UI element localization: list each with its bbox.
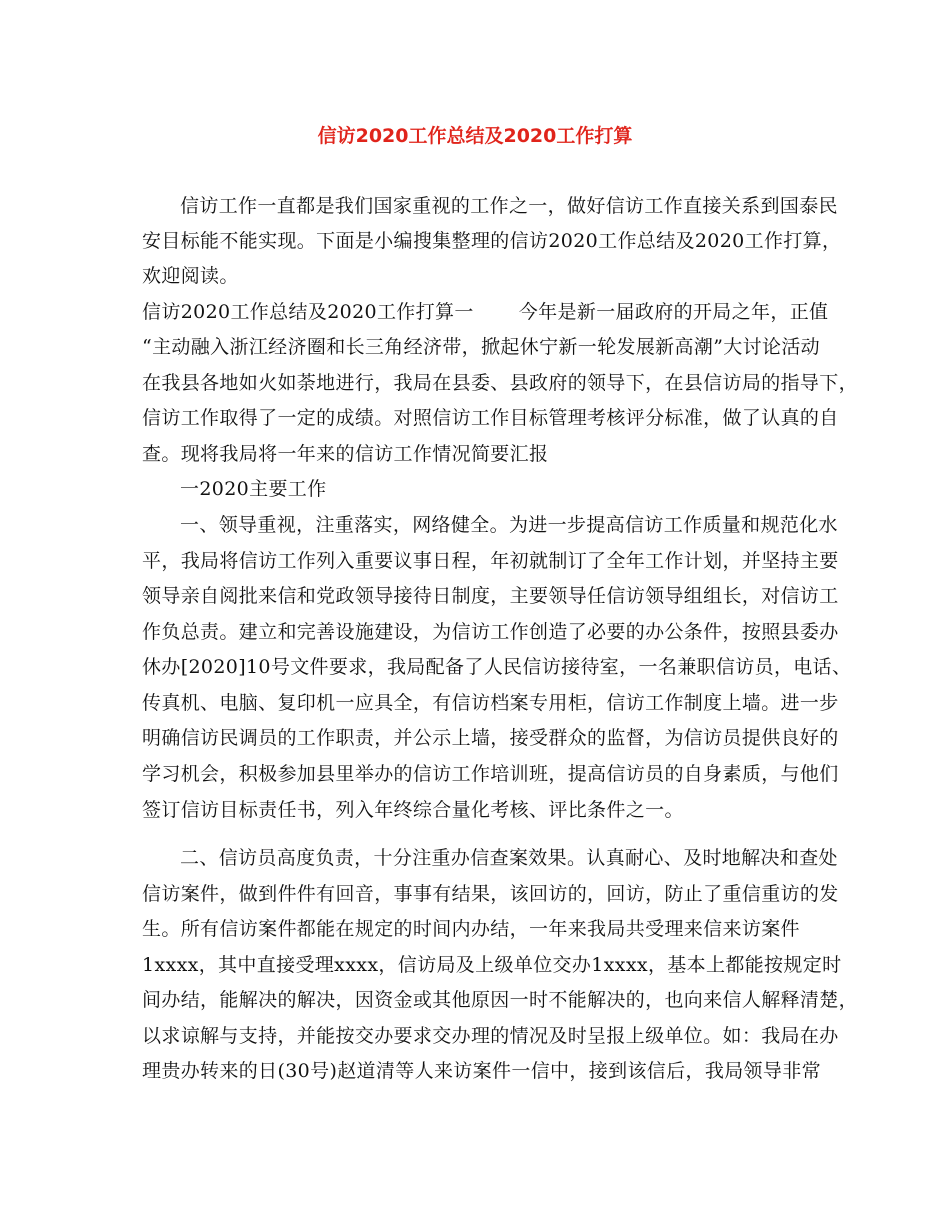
text-line: 欢迎阅读。	[142, 265, 239, 287]
text-line: 以求谅解与支持，并能按交办要求交办理的情况及时呈报上级单位。如：我局在办	[142, 1025, 839, 1047]
text-line: 休办[2020]10号文件要求，我局配备了人民信访接待室，一名兼职信访员，电话、	[142, 656, 852, 678]
document-title: 信访2020工作总结及2020工作打算	[317, 125, 633, 147]
text-line: 学习机会，积极参加县里举办的信访工作培训班，提高信访员的自身素质，与他们	[142, 763, 839, 785]
text-line: “主动融入浙江经济圈和长三角经济带，掀起休宁新一轮发展新高潮”大讨论活动	[142, 336, 821, 358]
text-line: 信访案件，做到件件有回音，事事有结果，该回访的，回访，防止了重信重访的发	[142, 883, 839, 905]
text-line: 在我县各地如火如荼地进行，我局在县委、县政府的领导下，在县信访局的指导下，	[142, 372, 858, 394]
text-line: 查。现将我局将一年来的信访工作情况简要汇报	[142, 443, 549, 465]
text-line: 间办结，能解决的解决，因资金或其他原因一时不能解决的，也向来信人解释清楚，	[142, 989, 858, 1011]
text-line: 信访2020工作总结及2020工作打算一 今年是新一届政府的开局之年，正值	[142, 301, 829, 323]
text-line: 一、领导重视，注重落实，网络健全。为进一步提高信访工作质量和规范化水	[180, 514, 838, 536]
text-line: 安目标能不能实现。下面是小编搜集整理的信访2020工作总结及2020工作打算，	[142, 230, 842, 252]
text-line: 1xxxx，其中直接受理xxxx，信访局及上级单位交办1xxxx，基本上都能按规定时	[142, 954, 842, 976]
text-line: 信访工作一直都是我们国家重视的工作之一，做好信访工作直接关系到国泰民	[180, 195, 838, 217]
text-line: 传真机、电脑、复印机一应具全，有信访档案专用柜，信访工作制度上墙。进一步	[142, 692, 839, 714]
text-line: 作负总责。建立和完善设施建设，为信访工作创造了必要的办公条件，按照县委办	[142, 621, 839, 643]
text-line: 理贵办转来的日(30号)赵道清等人来访案件一信中，接到该信后，我局领导非常	[142, 1060, 821, 1082]
text-line: 信访工作取得了一定的成绩。对照信访工作目标管理考核评分标准，做了认真的自	[142, 407, 839, 429]
text-line: 二、信访员高度负责，十分注重办信查案效果。认真耐心、及时地解决和查处	[180, 847, 838, 869]
section-heading: 一2020主要工作	[180, 478, 327, 500]
text-line: 领导亲自阅批来信和党政领导接待日制度，主要领导任信访领导组组长，对信访工	[142, 585, 839, 607]
text-line: 平，我局将信访工作列入重要议事日程，年初就制订了全年工作计划，并坚持主要	[142, 550, 839, 572]
text-line: 生。所有信访案件都能在规定的时间内办结，一年来我局共受理来信来访案件	[142, 918, 800, 940]
text-line: 明确信访民调员的工作职责，并公示上墙，接受群众的监督，为信访员提供良好的	[142, 727, 839, 749]
text-line: 签订信访目标责任书，列入年终综合量化考核、评比条件之一。	[142, 799, 684, 821]
